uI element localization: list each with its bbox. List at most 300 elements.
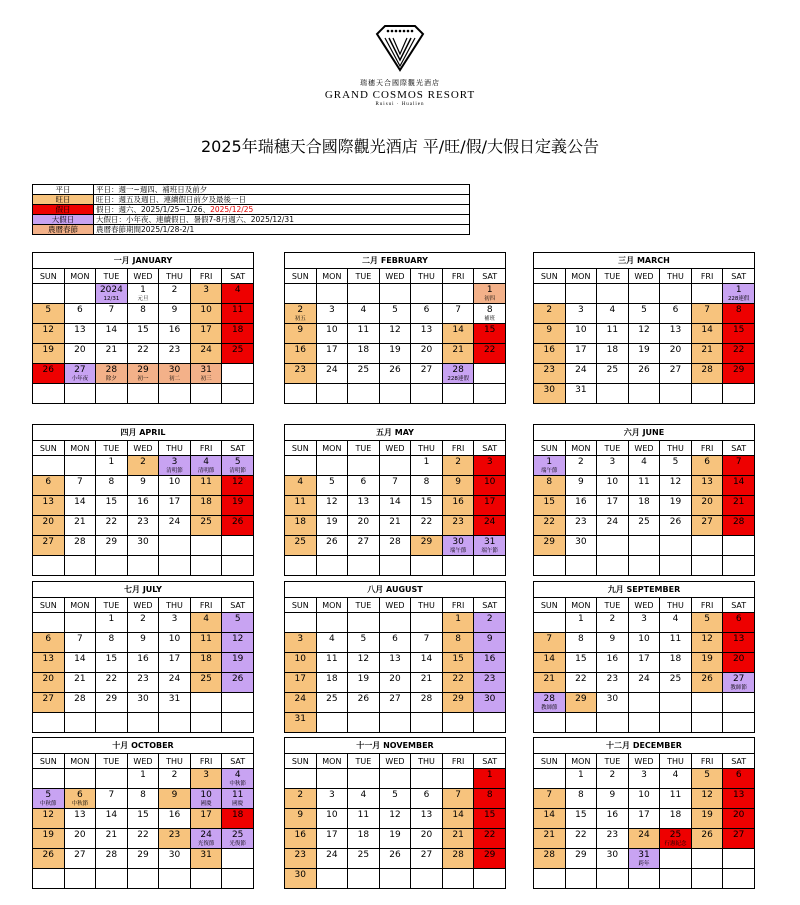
day-cell <box>691 384 723 404</box>
month-calendar <box>533 252 755 404</box>
day-number: 18 <box>200 654 212 664</box>
weekday-header: THU <box>660 598 692 613</box>
day-cell <box>33 344 65 364</box>
day-number: 3 <box>297 634 304 644</box>
day-cell <box>64 693 96 713</box>
day-number: 22 <box>137 830 149 840</box>
day-cell <box>285 476 317 496</box>
day-number: 15 <box>452 654 464 664</box>
day-cell <box>565 849 597 869</box>
day-number: 12 <box>389 325 401 335</box>
day-cell <box>64 284 96 304</box>
day-number: 5 <box>704 770 710 780</box>
day-cell <box>691 673 723 693</box>
day-number: 12 <box>231 634 244 644</box>
week-row <box>285 456 506 476</box>
day-cell <box>723 476 755 496</box>
weekday-header: FRI <box>190 754 222 769</box>
month-calendar <box>284 737 506 889</box>
holiday-note: 除夕 <box>105 376 117 382</box>
day-cell <box>222 556 254 576</box>
week-row <box>534 869 755 889</box>
day-number: 18 <box>326 674 338 684</box>
day-cell <box>379 653 411 673</box>
month-title: 四月 APRIL <box>33 425 254 441</box>
day-cell <box>316 693 348 713</box>
weekday-header: SAT <box>723 269 755 284</box>
day-cell <box>723 713 755 733</box>
day-number: 13 <box>420 325 433 335</box>
day-number: 7 <box>423 634 430 644</box>
day-cell <box>660 384 692 404</box>
day-number: 3 <box>641 614 647 624</box>
day-number: 1 <box>108 614 115 624</box>
legend-label: 農曆春節 <box>33 225 94 235</box>
day-number: 11 <box>200 477 212 487</box>
day-cell <box>64 789 96 809</box>
day-number: 11 <box>231 790 244 800</box>
day-cell <box>64 324 96 344</box>
day-number: 2024 <box>99 285 123 295</box>
day-number: 4 <box>672 770 679 780</box>
day-cell <box>660 713 692 733</box>
month-title: 三月 MARCH <box>534 253 755 269</box>
day-cell <box>565 284 597 304</box>
day-cell <box>534 476 566 496</box>
day-number: 24 <box>575 365 587 375</box>
day-number: 20 <box>42 674 54 684</box>
day-cell <box>285 673 317 693</box>
week-row <box>285 476 506 496</box>
day-number: 5 <box>360 634 367 644</box>
day-number: 4 <box>360 305 367 315</box>
day-number: 26 <box>42 850 54 860</box>
holiday-note: 跨年 <box>638 861 650 867</box>
week-row <box>33 769 254 789</box>
day-number: 23 <box>452 517 464 527</box>
day-cell <box>348 693 380 713</box>
weekday-header: SAT <box>474 441 506 456</box>
day-cell <box>474 344 506 364</box>
week-row <box>534 849 755 869</box>
day-cell <box>691 536 723 556</box>
day-cell <box>442 344 474 364</box>
day-cell <box>33 284 65 304</box>
day-cell <box>190 849 222 869</box>
day-cell <box>222 516 254 536</box>
day-cell <box>691 713 723 733</box>
day-number: 21 <box>701 345 713 355</box>
day-number: 16 <box>483 654 496 664</box>
day-cell <box>534 809 566 829</box>
day-cell <box>190 829 222 849</box>
week-row <box>285 536 506 556</box>
day-cell <box>222 324 254 344</box>
day-cell <box>159 516 191 536</box>
weekday-header: FRI <box>442 754 474 769</box>
day-number: 20 <box>669 345 682 355</box>
week-row <box>33 789 254 809</box>
week-row <box>285 829 506 849</box>
day-cell <box>597 284 629 304</box>
day-number: 30 <box>575 537 587 547</box>
day-cell <box>190 809 222 829</box>
day-cell <box>222 713 254 733</box>
day-cell <box>127 769 159 789</box>
holiday-note: 12/31 <box>103 296 120 302</box>
day-cell <box>534 364 566 384</box>
day-cell <box>96 536 128 556</box>
weekday-header: THU <box>411 754 443 769</box>
day-cell <box>316 536 348 556</box>
day-number: 11 <box>669 634 682 644</box>
day-number: 20 <box>389 674 401 684</box>
month-calendar <box>32 737 254 889</box>
day-cell <box>96 653 128 673</box>
day-number: 21 <box>543 830 555 840</box>
day-number: 28 <box>389 537 401 547</box>
day-cell <box>723 613 755 633</box>
day-cell <box>285 456 317 476</box>
holiday-note: 補班 <box>484 316 496 322</box>
day-number: 1 <box>577 770 584 780</box>
day-number: 6 <box>45 477 52 487</box>
day-cell <box>159 849 191 869</box>
day-cell <box>474 673 506 693</box>
day-cell <box>723 556 755 576</box>
week-row <box>534 536 755 556</box>
day-cell <box>660 673 692 693</box>
week-row <box>285 344 506 364</box>
day-number: 12 <box>669 477 682 487</box>
day-number: 24 <box>200 345 212 355</box>
day-number: 21 <box>452 830 464 840</box>
day-cell <box>222 284 254 304</box>
day-number: 28 <box>543 694 555 704</box>
week-row <box>534 456 755 476</box>
weekday-header: SAT <box>474 269 506 284</box>
day-cell <box>442 496 474 516</box>
day-number: 5 <box>45 790 52 800</box>
weekday-header: WED <box>628 441 660 456</box>
day-cell <box>411 476 443 496</box>
week-row <box>33 304 254 324</box>
day-cell <box>597 324 629 344</box>
day-number: 14 <box>452 810 464 820</box>
day-cell <box>474 789 506 809</box>
day-cell <box>159 556 191 576</box>
day-cell <box>597 829 629 849</box>
day-cell <box>474 536 506 556</box>
day-number: 22 <box>420 517 433 527</box>
week-row <box>33 516 254 536</box>
day-cell <box>597 693 629 713</box>
holiday-note: 國慶 <box>232 801 244 807</box>
day-cell <box>660 769 692 789</box>
week-row <box>534 556 755 576</box>
day-cell <box>379 344 411 364</box>
day-cell <box>64 633 96 653</box>
day-number: 1 <box>423 457 430 467</box>
day-cell <box>723 364 755 384</box>
day-cell <box>534 456 566 476</box>
month-calendar <box>32 424 254 576</box>
page-title: 2025年瑞穗天合國際觀光酒店 平/旺/假/大假日定義公告 <box>201 137 599 156</box>
day-cell <box>222 769 254 789</box>
month-calendar <box>533 424 755 576</box>
day-cell <box>691 284 723 304</box>
day-number: 13 <box>669 325 682 335</box>
day-number: 20 <box>732 654 745 664</box>
day-number: 5 <box>234 614 241 624</box>
day-number: 19 <box>669 497 682 507</box>
day-cell <box>285 849 317 869</box>
day-cell <box>534 769 566 789</box>
day-number: 16 <box>606 654 619 664</box>
weekday-header: FRI <box>691 441 723 456</box>
day-number: 18 <box>669 654 682 664</box>
day-cell <box>442 809 474 829</box>
day-cell <box>96 456 128 476</box>
day-cell <box>33 476 65 496</box>
day-cell <box>316 849 348 869</box>
day-cell <box>660 284 692 304</box>
holiday-note: 228連假 <box>727 296 750 302</box>
day-number: 5 <box>328 477 335 487</box>
day-number: 12 <box>701 634 713 644</box>
day-number: 28 <box>543 850 555 860</box>
day-cell <box>159 713 191 733</box>
day-cell <box>159 344 191 364</box>
legend-label: 平日 <box>33 185 94 195</box>
day-cell <box>565 769 597 789</box>
weekday-header: THU <box>660 441 692 456</box>
day-number: 27 <box>420 365 433 375</box>
day-cell <box>190 673 222 693</box>
day-number: 10 <box>168 477 181 487</box>
day-cell <box>96 556 128 576</box>
day-number: 9 <box>140 634 146 644</box>
day-cell <box>628 653 660 673</box>
day-cell <box>96 284 128 304</box>
day-cell <box>190 304 222 324</box>
day-number: 11 <box>669 790 682 800</box>
day-number: 19 <box>42 345 54 355</box>
week-row <box>534 789 755 809</box>
week-row <box>33 613 254 633</box>
day-number: 7 <box>455 305 461 315</box>
day-cell <box>190 713 222 733</box>
day-number: 22 <box>543 517 555 527</box>
holiday-note: 228連假 <box>447 376 469 382</box>
day-cell <box>64 713 96 733</box>
week-row <box>285 789 506 809</box>
day-cell <box>597 304 629 324</box>
day-cell <box>628 364 660 384</box>
week-row <box>285 496 506 516</box>
day-cell <box>96 633 128 653</box>
weekday-header: TUE <box>348 441 380 456</box>
day-number: 31 <box>638 850 650 860</box>
day-cell <box>442 869 474 889</box>
day-cell <box>565 789 597 809</box>
day-number: 14 <box>420 654 433 664</box>
day-cell <box>442 536 474 556</box>
day-number: 28 <box>732 517 745 527</box>
day-number: 9 <box>297 810 304 820</box>
week-row <box>534 476 755 496</box>
day-cell <box>723 536 755 556</box>
day-number: 14 <box>543 654 555 664</box>
day-cell <box>316 456 348 476</box>
day-number: 10 <box>638 634 650 644</box>
day-cell <box>316 653 348 673</box>
day-cell <box>411 673 443 693</box>
day-number: 4 <box>203 614 209 624</box>
day-cell <box>64 496 96 516</box>
day-cell <box>565 324 597 344</box>
day-cell <box>379 769 411 789</box>
day-cell <box>316 476 348 496</box>
day-cell <box>379 456 411 476</box>
day-cell <box>660 476 692 496</box>
day-number: 23 <box>294 365 306 375</box>
day-number: 12 <box>389 810 401 820</box>
weekday-header: TUE <box>348 598 380 613</box>
day-number: 30 <box>606 694 619 704</box>
day-cell <box>348 384 380 404</box>
day-number: 25 <box>200 674 212 684</box>
day-number: 15 <box>105 654 118 664</box>
day-number: 17 <box>168 654 181 664</box>
day-number: 13 <box>74 325 86 335</box>
weekday-header: WED <box>127 269 159 284</box>
day-cell <box>628 456 660 476</box>
day-cell <box>222 849 254 869</box>
day-number: 4 <box>328 634 335 644</box>
day-number: 15 <box>420 497 433 507</box>
day-number: 9 <box>546 325 553 335</box>
day-cell <box>159 693 191 713</box>
day-cell <box>127 653 159 673</box>
day-cell <box>64 516 96 536</box>
day-cell <box>348 556 380 576</box>
day-cell <box>348 829 380 849</box>
day-cell <box>316 364 348 384</box>
week-row <box>33 849 254 869</box>
day-number: 18 <box>294 517 306 527</box>
day-cell <box>379 849 411 869</box>
day-number: 11 <box>357 325 370 335</box>
day-cell <box>64 304 96 324</box>
day-number: 6 <box>423 305 430 315</box>
day-cell <box>33 713 65 733</box>
day-number: 2 <box>609 614 616 624</box>
day-number: 3 <box>203 770 209 780</box>
day-number: 9 <box>609 634 616 644</box>
day-cell <box>348 613 380 633</box>
day-cell <box>691 613 723 633</box>
week-row <box>285 364 506 384</box>
weekday-header: TUE <box>597 269 629 284</box>
day-cell <box>660 613 692 633</box>
day-cell <box>348 364 380 384</box>
day-number: 21 <box>74 674 86 684</box>
day-cell <box>379 496 411 516</box>
day-number: 24 <box>168 517 181 527</box>
weekday-header: THU <box>411 598 443 613</box>
day-cell <box>534 556 566 576</box>
day-cell <box>534 789 566 809</box>
day-cell <box>64 476 96 496</box>
day-number: 1 <box>486 770 493 780</box>
day-cell <box>723 384 755 404</box>
day-cell <box>64 849 96 869</box>
day-cell <box>222 304 254 324</box>
day-number: 19 <box>701 810 713 820</box>
day-number: 2 <box>140 457 146 467</box>
day-cell <box>190 769 222 789</box>
weekday-header: MON <box>64 598 96 613</box>
day-cell <box>33 869 65 889</box>
day-number: 29 <box>575 694 587 704</box>
day-cell <box>159 829 191 849</box>
day-number: 5 <box>704 614 710 624</box>
day-number: 26 <box>701 674 713 684</box>
holiday-note: 國慶 <box>200 801 212 807</box>
day-cell <box>348 869 380 889</box>
month-calendar <box>32 581 254 733</box>
day-cell <box>285 789 317 809</box>
day-cell <box>474 384 506 404</box>
day-number: 6 <box>704 457 710 467</box>
day-cell <box>96 869 128 889</box>
day-number: 29 <box>137 365 149 375</box>
weekday-header: SAT <box>474 754 506 769</box>
day-cell <box>474 829 506 849</box>
weekday-header: FRI <box>190 441 222 456</box>
day-cell <box>597 496 629 516</box>
day-number: 31 <box>168 694 181 704</box>
day-cell <box>96 809 128 829</box>
day-number: 22 <box>575 830 587 840</box>
day-number: 19 <box>389 830 401 840</box>
day-cell <box>348 849 380 869</box>
day-cell <box>96 769 128 789</box>
day-number: 23 <box>483 674 496 684</box>
day-cell <box>660 456 692 476</box>
day-number: 2 <box>455 457 461 467</box>
day-number: 25 <box>669 674 682 684</box>
day-cell <box>565 613 597 633</box>
day-number: 8 <box>140 790 146 800</box>
day-cell <box>691 633 723 653</box>
week-row <box>534 653 755 673</box>
day-cell <box>534 633 566 653</box>
week-row <box>285 673 506 693</box>
week-row <box>33 284 254 304</box>
day-number: 21 <box>732 497 745 507</box>
day-cell <box>33 556 65 576</box>
day-cell <box>285 496 317 516</box>
day-number: 13 <box>42 497 54 507</box>
day-cell <box>379 364 411 384</box>
day-number: 27 <box>389 694 401 704</box>
day-cell <box>64 536 96 556</box>
day-cell <box>628 849 660 869</box>
day-number: 22 <box>105 674 118 684</box>
day-cell <box>628 829 660 849</box>
